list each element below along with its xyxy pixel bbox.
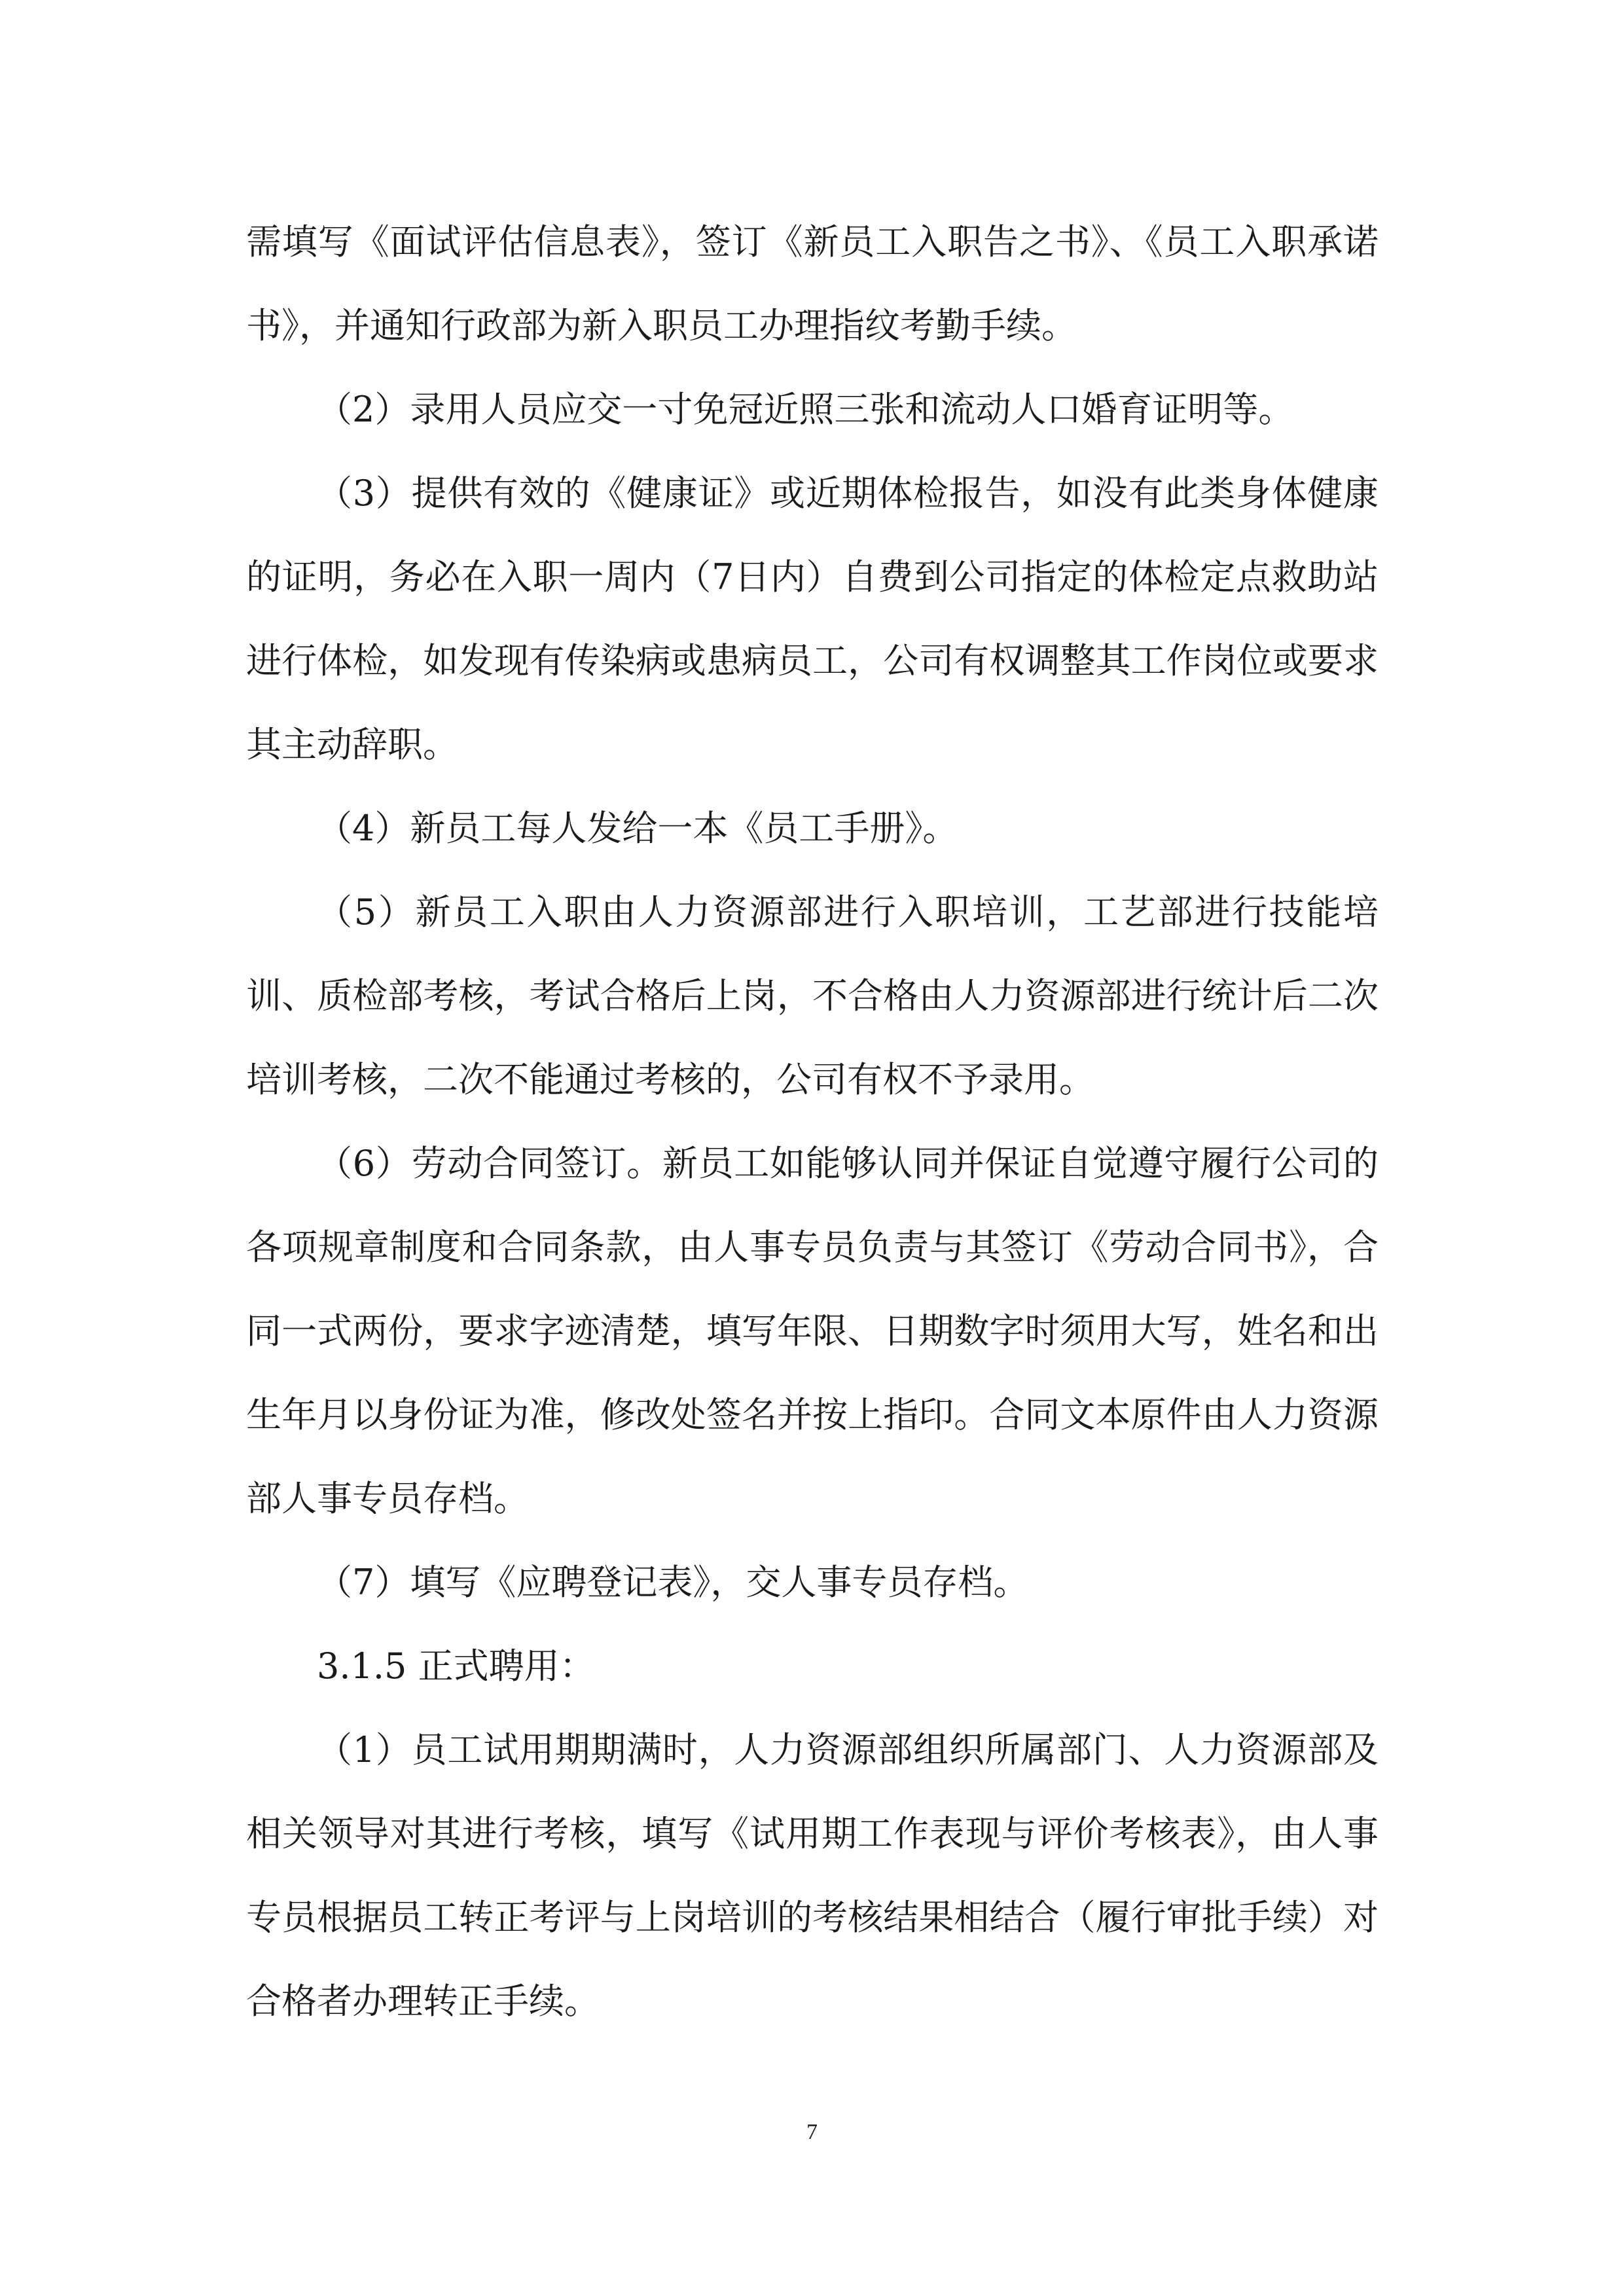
paragraph-text: 3.1.5 正式聘用： (317, 1645, 595, 1687)
paragraph-item-3 (246, 452, 1379, 787)
paragraph-item-2 (246, 368, 1379, 452)
paragraph-text: 需填写《面试评估信息表》，签订《新员工入职告之书》、《员工入职承诺书》，并通知行政部为新入职员工办理指纹考勤手续。 (246, 221, 1379, 346)
paragraph-text: （1）员工试用期期满时，人力资源部组织所属部门、人力资源部及相关领导对其进行考核，填写《试用期工作表现与评价考核表》，由人事专员根据员工转正考评与上岗培训的考核结果相结合（履行审批手续）对合格者办理转正手续。 (246, 1729, 1379, 2022)
paragraph-item-1 (246, 1708, 1379, 2043)
paragraph-text: （2）录用人员应交一寸免冠近照三张和流动人口婚育证明等。 (317, 389, 1294, 430)
paragraph-item-5 (246, 870, 1379, 1122)
paragraph-continuation (246, 200, 1379, 368)
paragraph-item-6 (246, 1122, 1379, 1541)
section-heading (246, 1624, 1379, 1708)
paragraph-text: （7）填写《应聘登记表》，交人事专员存档。 (317, 1562, 1029, 1603)
paragraph-text: （5）新员工入职由人力资源部进行入职培训，工艺部进行技能培训、质检部考核，考试合格后上岗，不合格由人力资源部进行统计后二次培训考核，二次不能通过考核的，公司有权不予录用。 (246, 891, 1379, 1100)
paragraph-text: （4）新员工每人发给一本《员工手册》。 (317, 808, 958, 849)
paragraph-text: （3）提供有效的《健康证》或近期体检报告，如没有此类身体健康的证明，务必在入职一周内（7日内）自费到公司指定的体检定点救助站进行体检，如发现有传染病或患病员工，公司有权调整其工作岗位或要求其主动辞职。 (246, 473, 1379, 765)
body-text (246, 200, 1379, 2043)
paragraph-item-4 (246, 787, 1379, 870)
paragraph-text: （6）劳动合同签订。新员工如能够认同并保证自觉遵守履行公司的各项规章制度和合同条款，由人事专员负责与其签订《劳动合同书》，合同一式两份，要求字迹清楚，填写年限、日期数字时须用大写，姓名和出生年月以身份证为准，修改处签名并按上指印。合同文本原件由人力资源部人事专员存档。 (246, 1143, 1379, 1519)
paragraph-item-7 (246, 1541, 1379, 1624)
page-number: 7 (806, 2120, 818, 2144)
